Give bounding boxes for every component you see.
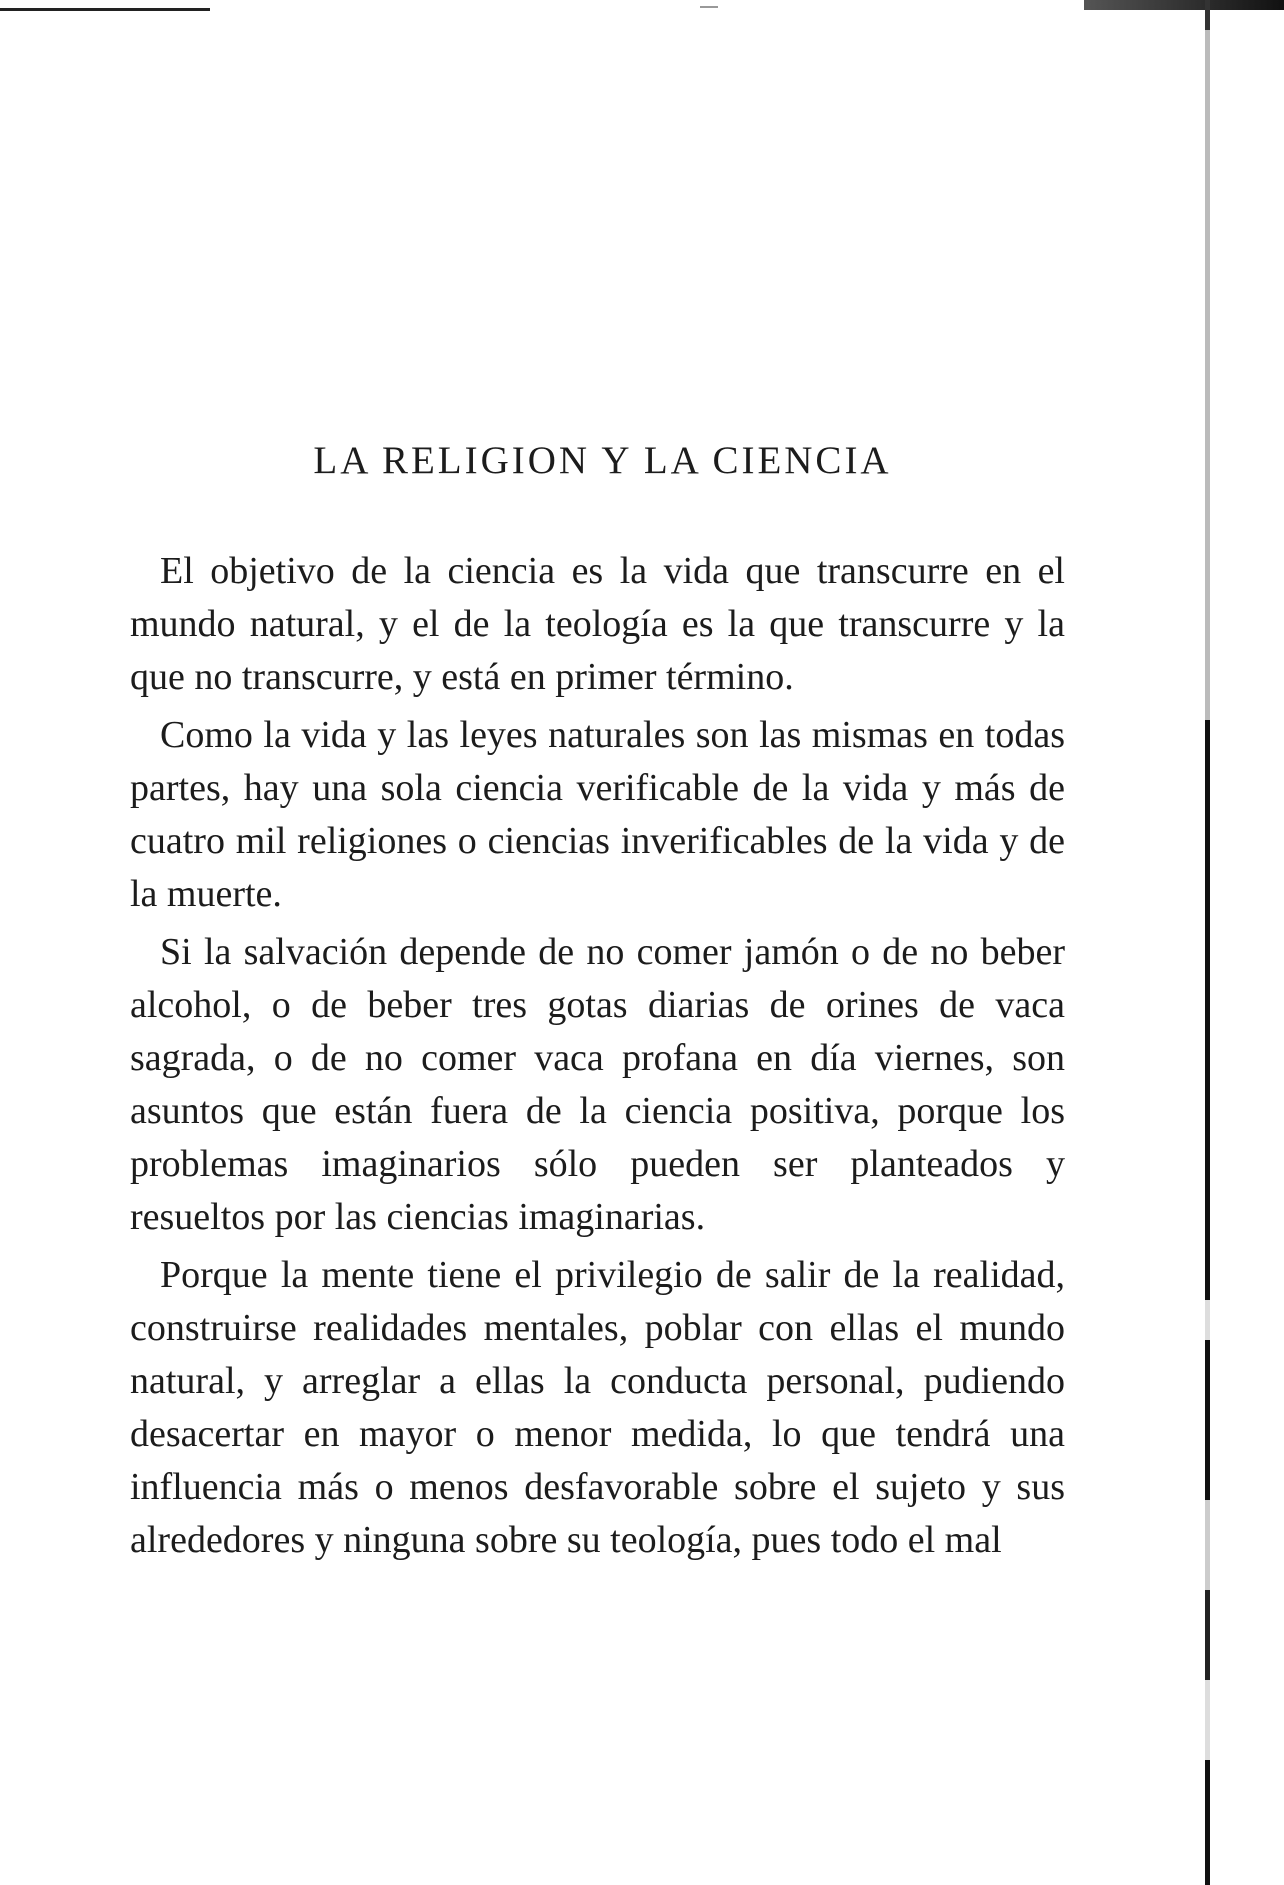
paragraph-1: El objetivo de la ciencia es la vida que transcurre en el mundo natural, y el de la teología es la que transcurre y la que no transcurre, y está en primer término. [130, 550, 1065, 698]
body-text [130, 545, 1065, 1567]
chapter-title: LA RELIGION Y LA CIENCIA [313, 439, 892, 482]
paragraph-3: Si la salvación depende de no comer jamón o de no beber alcohol, o de beber tres gotas diarias de orines de vaca sagrada, o de no comer vaca profana en día viernes, son asuntos que están fuera de la ciencia positiva, porque los problemas imaginarios sólo pueden ser planteados y resueltos por las ciencias imaginarias. [130, 931, 1065, 1238]
paragraph-2: Como la vida y las leyes naturales son las mismas en todas partes, hay una sola ciencia verificable de la vida y más de cuatro mil religiones o ciencias inverificables de la vida y de la muerte. [130, 714, 1065, 915]
paragraph-4: Porque la mente tiene el privilegio de salir de la realidad, construirse realidades mentales, poblar con ellas el mundo natural, y arreglar a ellas la conducta personal, pudiendo desacertar en mayor o menor medida, lo que tendrá una influencia más o menos desfavorable sobre el sujeto y sus alrededores y ninguna sobre su teología, pues todo el mal [130, 1254, 1065, 1561]
